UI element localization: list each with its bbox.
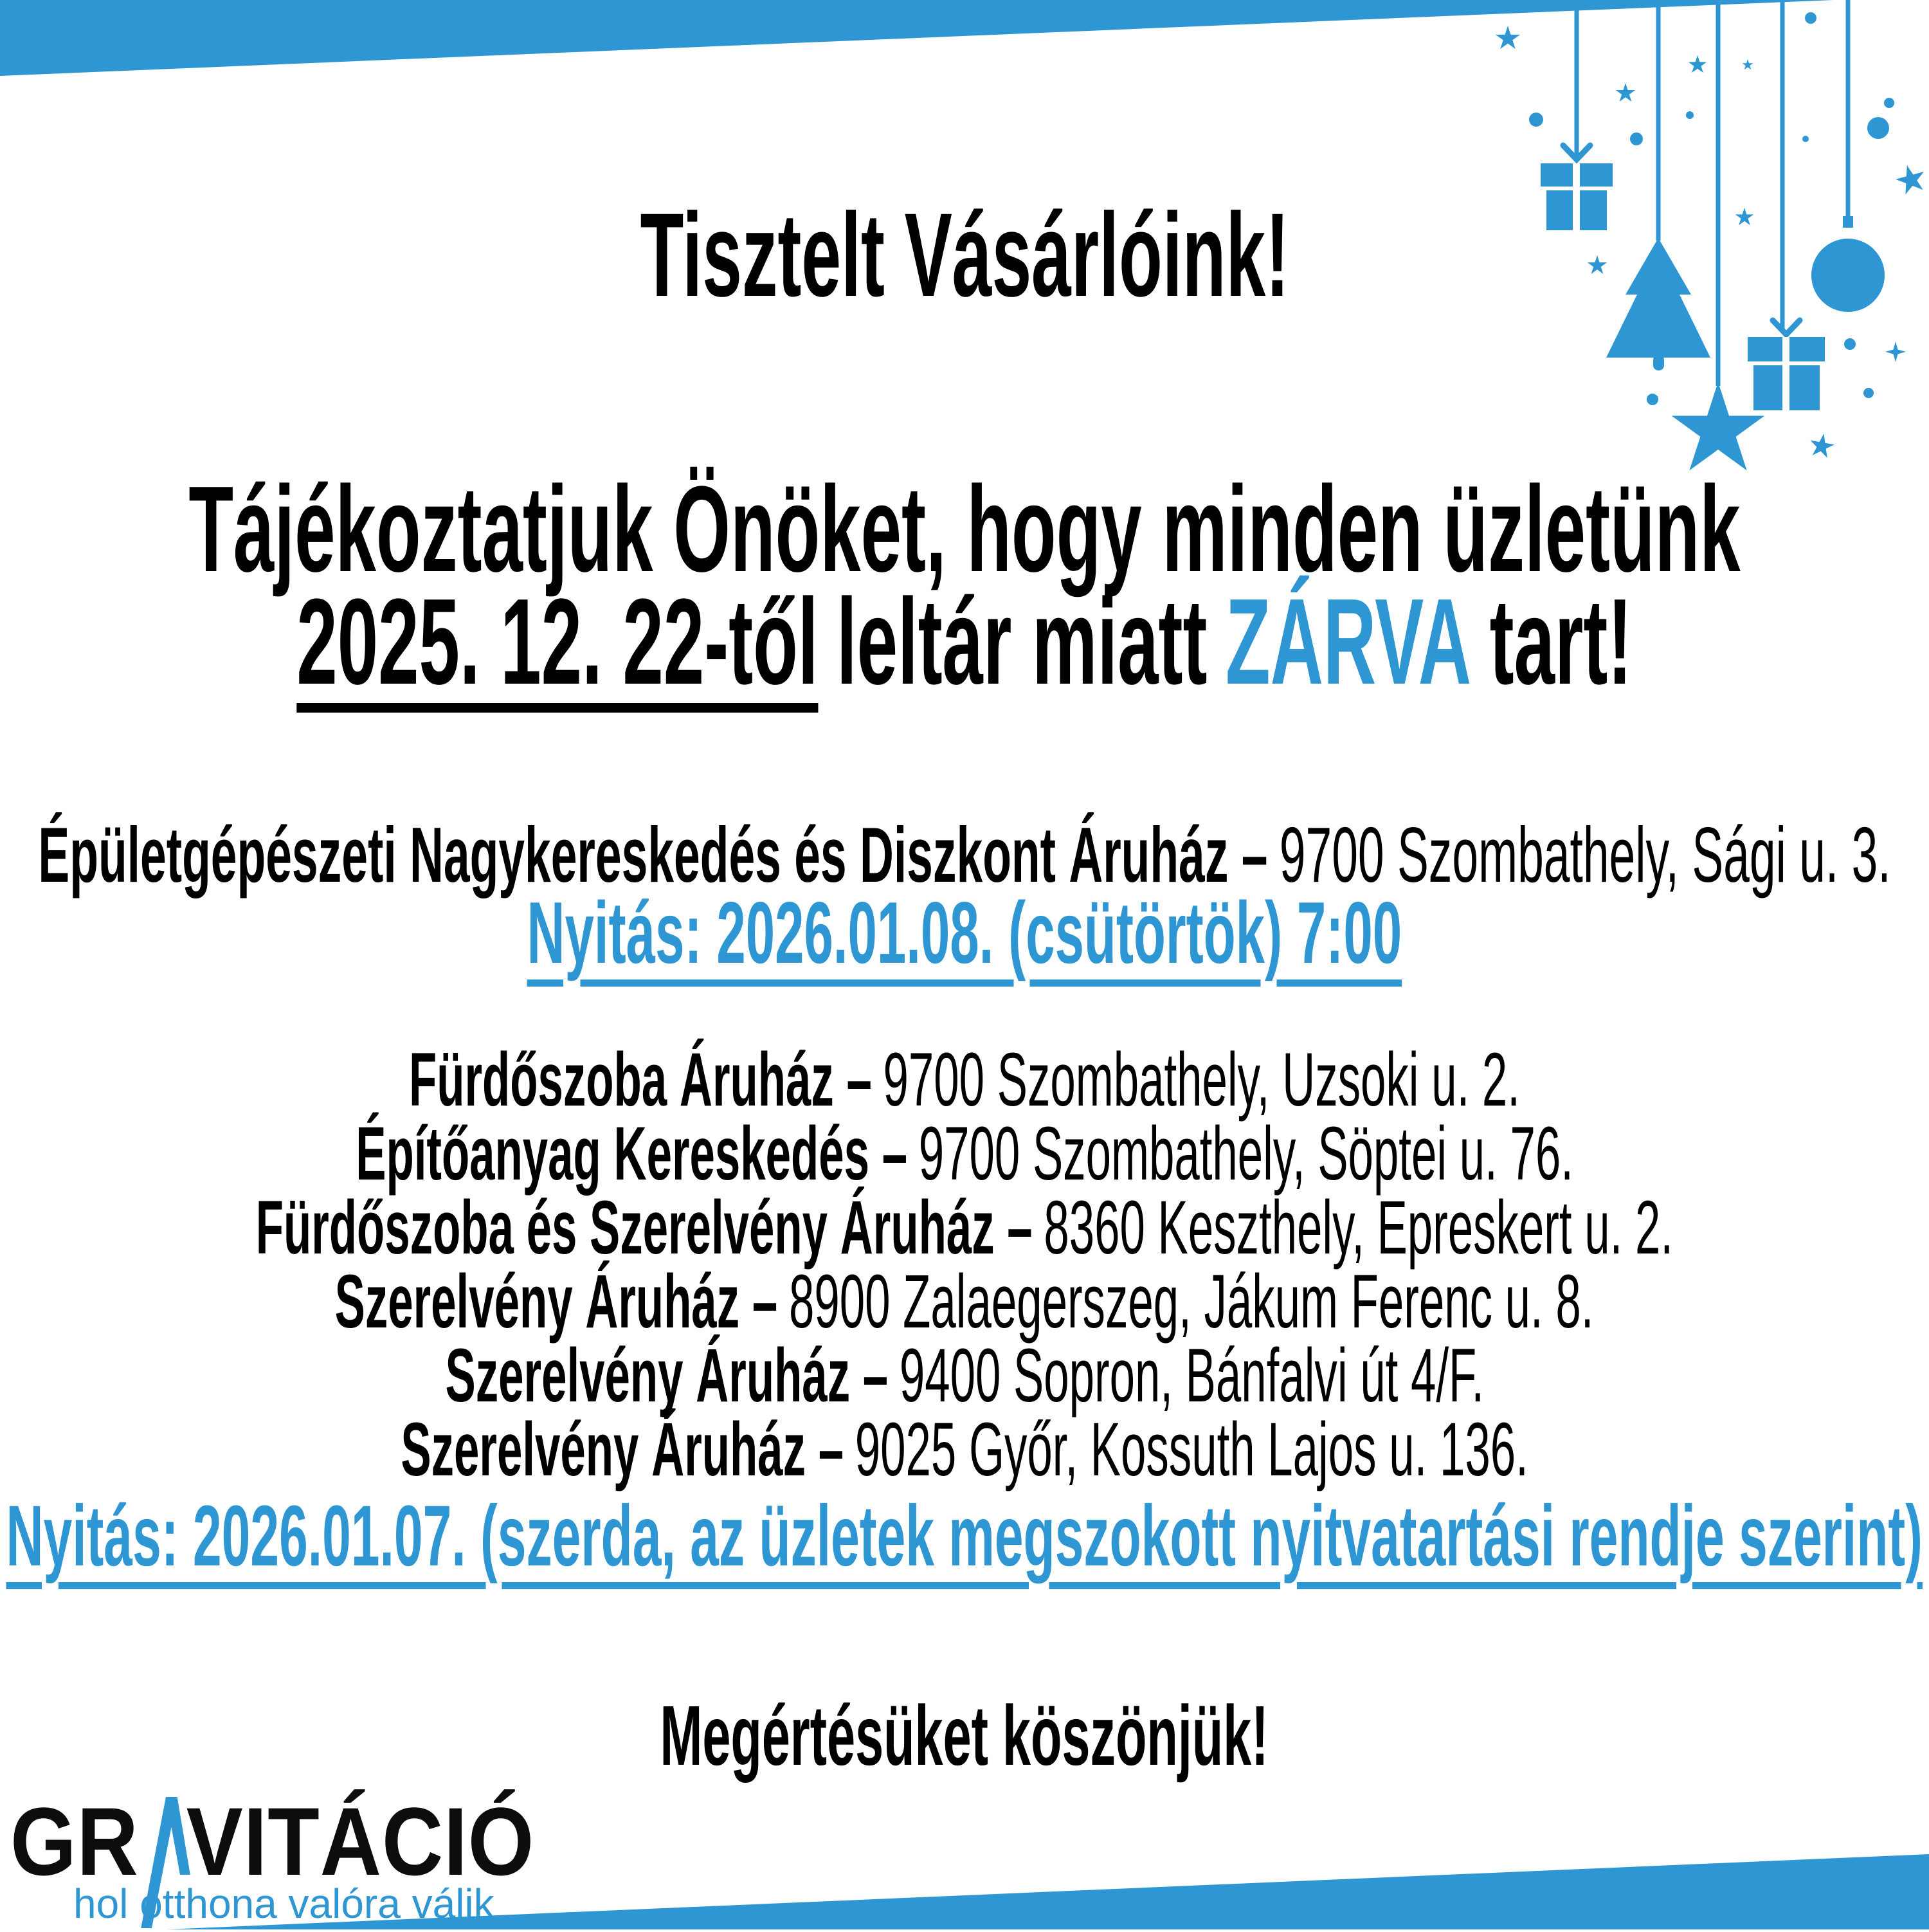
closing-line: Megértésüket köszönjük!	[660, 1688, 1269, 1783]
wholesale-row	[0, 811, 1929, 898]
logo-text-prefix: GR	[10, 1787, 139, 1895]
page-title: Tisztelt Vásárlóink!	[640, 189, 1289, 322]
stores-opening-row	[0, 1488, 1929, 1584]
info-row	[0, 461, 1929, 597]
store-row	[0, 1259, 1929, 1344]
store-row	[0, 1185, 1929, 1270]
store-name: Építőanyag Kereskedés –	[356, 1111, 908, 1196]
store-address: 9700 Szombathely, Söptei u. 76.	[918, 1111, 1573, 1196]
closure-row	[0, 574, 1929, 710]
logo-text-suffix: VITÁCIÓ	[186, 1787, 535, 1895]
greeting-row	[0, 189, 1929, 322]
store-row	[0, 1037, 1929, 1122]
store-name: Fürdőszoba és Szerelvény Áruház –	[255, 1185, 1033, 1270]
store-address: 9700 Szombathely, Uzsoki u. 2.	[883, 1037, 1520, 1122]
closure-date: 2025. 12. 22-től	[296, 574, 819, 710]
ornament-strings	[1577, 0, 1848, 386]
store-row	[0, 1111, 1929, 1196]
store-name: Fürdőszoba Áruház –	[409, 1037, 872, 1122]
store-name: Szerelvény Áruház –	[445, 1333, 888, 1418]
star-icon	[1672, 382, 1765, 470]
store-address: 9400 Sopron, Bánfalvi út 4/F.	[899, 1333, 1484, 1418]
logo-tagline: hol otthona valóra válik	[73, 1881, 494, 1927]
closing-row	[0, 1688, 1929, 1783]
store-row	[0, 1333, 1929, 1418]
stores-opening: Nyitás: 2026.01.07. (szerda, az üzletek megszokott nyitvatartási rendje szerint)	[6, 1488, 1923, 1584]
info-line: Tájékoztatjuk Önöket, hogy minden üzletünk	[188, 461, 1741, 597]
gift-icon	[1748, 320, 1825, 410]
closed-word: ZÁRVA	[1226, 574, 1472, 710]
store-name: Szerelvény Áruház –	[335, 1259, 778, 1344]
store-address: 8360 Keszthely, Epreskert u. 2.	[1044, 1185, 1674, 1270]
wholesale-opening: Nyitás: 2026.01.08. (csütörtök) 7:00	[527, 884, 1402, 981]
gravitacio-logo	[10, 1787, 550, 1929]
store-list	[0, 1037, 1929, 1492]
wholesale-line	[38, 811, 1891, 898]
store-address: 9025 Győr, Kossuth Lajos u. 136.	[855, 1407, 1528, 1492]
closure-tail: tart!	[1489, 574, 1633, 710]
closure-line	[296, 574, 1633, 710]
closure-reason: leltár miatt	[837, 574, 1208, 710]
wholesale-opening-row	[0, 884, 1929, 981]
store-name: Szerelvény Áruház –	[401, 1407, 844, 1492]
wholesale-name: Épületgépészeti Nagykereskedés és Diszkont Áruház –	[38, 811, 1268, 898]
wholesale-address: 9700 Szombathely, Sági u. 3.	[1279, 811, 1891, 898]
store-row	[0, 1407, 1929, 1492]
store-address: 8900 Zalaegerszeg, Jákum Ferenc u. 8.	[789, 1259, 1594, 1344]
